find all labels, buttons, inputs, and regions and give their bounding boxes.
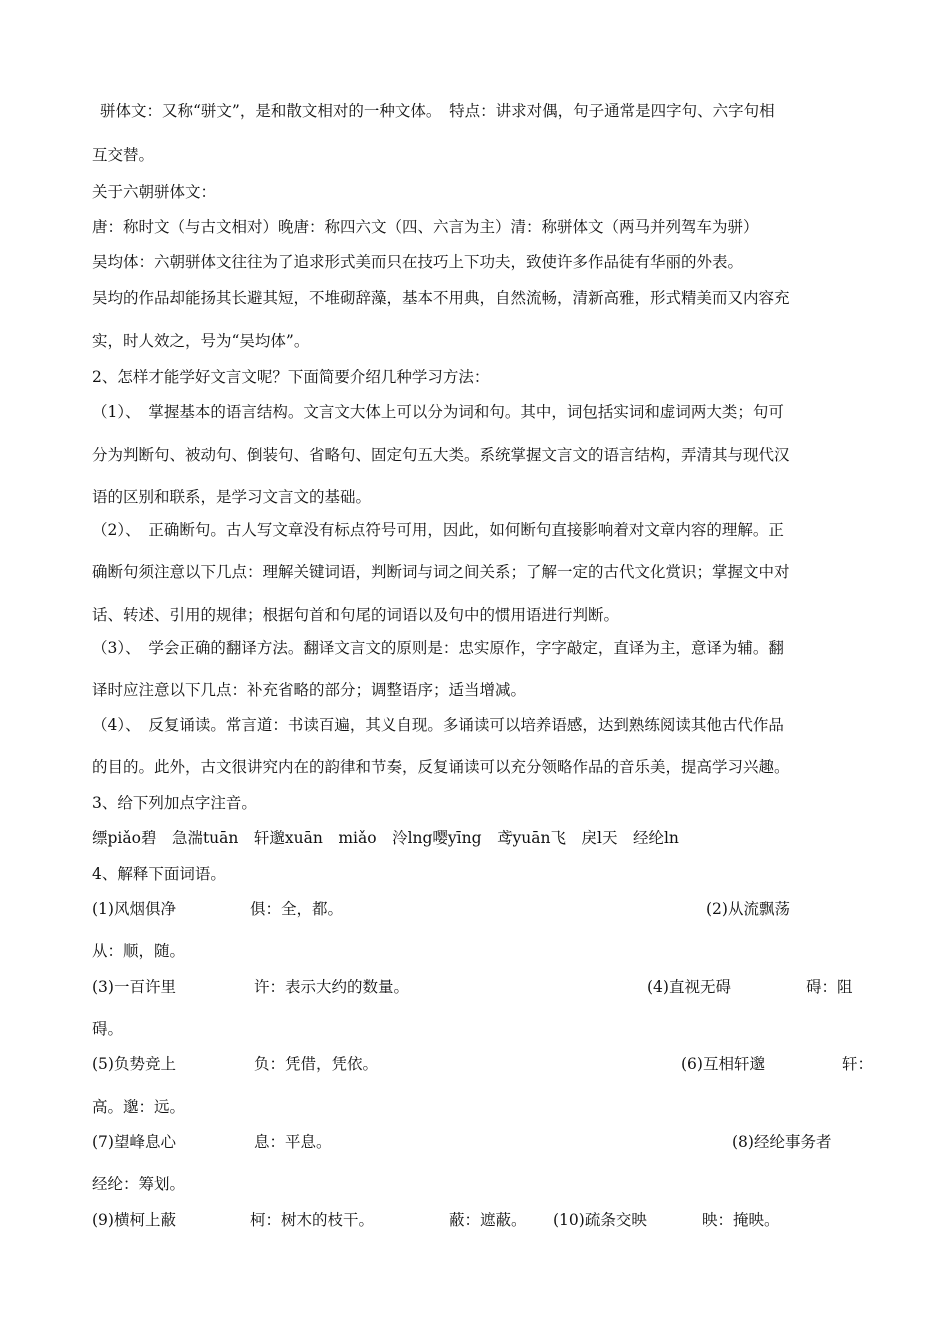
method-2-line3: 话、转述、引用的规律；根据句首和句尾的词语以及句中的惯用语进行判断。 — [92, 606, 620, 624]
method-2-line2: 确断句须注意以下几点：理解关键词语，判断词与词之间关系；了解一定的古代文化赏识；掌握文中对 — [92, 563, 790, 581]
vocab-8-term: (8)经纶事务者 — [732, 1133, 832, 1151]
method-4-line2: 的目的。此外，古文很讲究内在的韵律和节奏，反复诵读可以充分领略作品的音乐美，提高学习兴趣。 — [92, 758, 790, 776]
vocab-7-definition: 息：平息。 — [254, 1133, 332, 1151]
vocab-2-term: (2)从流飘荡 — [706, 900, 790, 918]
liuchao-heading: 关于六朝骈体文： — [92, 183, 217, 201]
vocab-6-term: (6)互相轩邈 — [681, 1055, 765, 1073]
vocab-8-definition: 经纶：筹划。 — [92, 1175, 186, 1193]
vocab-4-term: (4)直视无碍 — [647, 978, 731, 996]
vocab-6-definition-part1: 轩： — [842, 1055, 874, 1073]
vocab-10-term: (10)疏条交映 — [553, 1211, 647, 1229]
vocab-2-definition: 从：顺，随。 — [92, 942, 186, 960]
pianti-definition-line1: 骈体文：又称“骈文”，是和散文相对的一种文体。 特点：讲求对偶，句子通常是四字句、六字句相 — [100, 102, 775, 120]
vocab-3-definition: 许：表示大约的数量。 — [254, 978, 410, 996]
vocab-9-definition-bi: 蔽：遮蔽。 — [449, 1211, 527, 1229]
method-1-line1: （1）、 掌握基本的语言结构。文言文大体上可以分为词和句。其中，词包括实词和虚词两大类；句可 — [92, 403, 784, 421]
method-1-line3: 语的区别和联系，是学习文言文的基础。 — [92, 488, 372, 506]
question-4-heading: 4、解释下面词语。 — [92, 865, 226, 883]
vocab-3-term: (3)一百许里 — [92, 978, 176, 996]
vocab-9-definition-ke: 柯：树木的枝干。 — [250, 1211, 375, 1229]
dynasty-names-line: 唐：称时文（与古文相对）晚唐：称四六文（四、六言为主）清：称骈体文（两马并列驾车为骈） — [92, 218, 759, 236]
pianti-definition-line2: 互交替。 — [92, 146, 155, 164]
vocab-9-term: (9)横柯上蔽 — [92, 1211, 176, 1229]
vocab-5-term: (5)负势竞上 — [92, 1055, 176, 1073]
vocab-10-definition: 映：掩映。 — [702, 1211, 780, 1229]
wujun-works-line1: 吴均的作品却能扬其长避其短，不堆砌辞藻，基本不用典，自然流畅，清新高雅，形式精美而又内容充 — [92, 289, 790, 307]
method-2-line1: （2）、 正确断句。古人写文章没有标点符号可用，因此，如何断句直接影响着对文章内容的理解。正 — [92, 521, 784, 539]
wujun-style-line: 吴均体：六朝骈体文往往为了追求形式美而只在技巧上下功夫，致使许多作品徒有华丽的外表。 — [92, 253, 744, 271]
question-3-heading: 3、给下列加点字注音。 — [92, 794, 257, 812]
vocab-4-definition-part1: 碍：阻 — [806, 978, 853, 996]
vocab-1-definition: 俱：全，都。 — [250, 900, 344, 918]
wujun-works-line2: 实，时人效之，号为“吴均体”。 — [92, 332, 310, 350]
vocab-1-term: (1)风烟俱净 — [92, 900, 176, 918]
pinyin-line: 缥piǎo碧 急湍tuān 轩邈xuān miǎo 泠lng嘤yīng 鸢yuān飞 戾l天 经纶ln — [92, 829, 679, 847]
vocab-7-term: (7)望峰息心 — [92, 1133, 176, 1151]
method-1-line2: 分为判断句、被动句、倒装句、省略句、固定句五大类。系统掌握文言文的语言结构，弄清其与现代汉 — [92, 446, 790, 464]
method-3-line1: （3）、 学会正确的翻译方法。翻译文言文的原则是：忠实原作，字字敲定，直译为主，意译为辅。翻 — [92, 639, 784, 657]
method-3-line2: 译时应注意以下几点：补充省略的部分；调整语序；适当增减。 — [92, 681, 527, 699]
vocab-5-definition: 负：凭借，凭依。 — [254, 1055, 379, 1073]
question-2-heading: 2、怎样才能学好文言文呢？下面简要介绍几种学习方法： — [92, 368, 490, 386]
vocab-6-definition-part2: 高。邈：远。 — [92, 1098, 186, 1116]
method-4-line1: （4）、 反复诵读。常言道：书读百遍，其义自现。多诵读可以培养语感，达到熟练阅读其他古代作品 — [92, 716, 784, 734]
vocab-4-definition-part2: 碍。 — [92, 1020, 124, 1038]
